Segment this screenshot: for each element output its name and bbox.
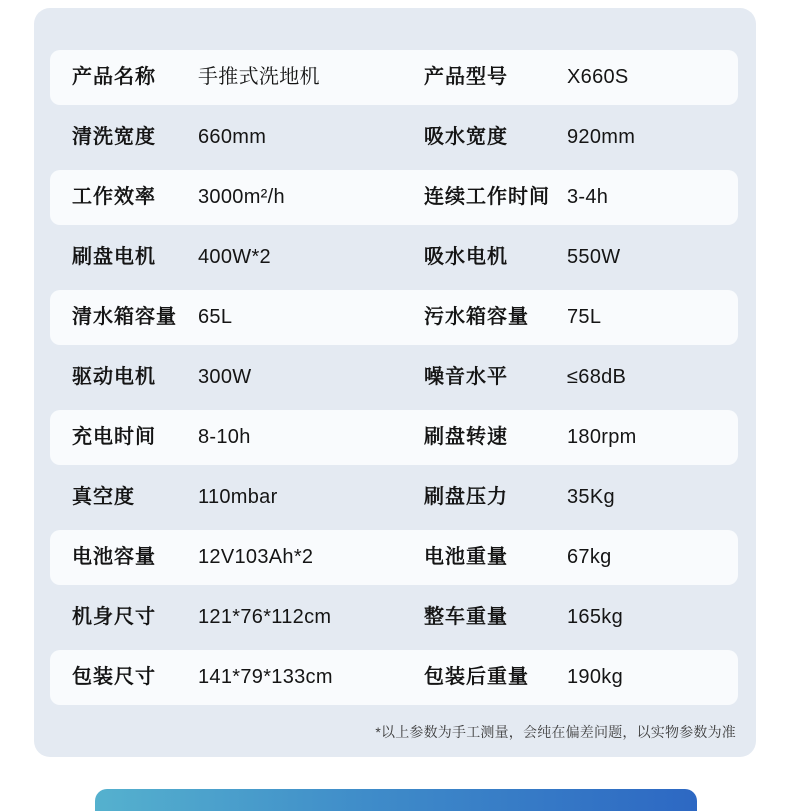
spec-value: 165kg xyxy=(567,606,623,628)
spec-label: 清水箱容量 xyxy=(72,306,177,328)
spec-value: 190kg xyxy=(567,666,623,688)
spec-value: 3000m²/h xyxy=(198,186,285,208)
spec-value: 65L xyxy=(198,306,233,328)
spec-row xyxy=(50,530,738,585)
spec-row xyxy=(50,470,738,525)
spec-label: 充电时间 xyxy=(72,426,156,448)
spec-row xyxy=(50,410,738,465)
spec-value: 75L xyxy=(567,306,602,328)
spec-label: 驱动电机 xyxy=(72,366,156,388)
spec-label: 污水箱容量 xyxy=(424,306,529,328)
spec-value: 400W*2 xyxy=(198,246,271,268)
spec-label: 电池容量 xyxy=(72,546,156,568)
spec-row xyxy=(50,650,738,705)
spec-label: 工作效率 xyxy=(72,186,156,208)
spec-label: 真空度 xyxy=(72,486,135,508)
spec-value: X660S xyxy=(567,66,629,88)
spec-value: 手推式洗地机 xyxy=(198,66,320,88)
spec-label: 产品名称 xyxy=(72,66,156,88)
spec-value: 920mm xyxy=(567,126,636,148)
spec-label: 机身尺寸 xyxy=(72,606,156,628)
spec-row xyxy=(50,170,738,225)
section-divider-bar xyxy=(95,789,697,811)
spec-value: 110mbar xyxy=(198,486,278,508)
spec-value: ≤68dB xyxy=(567,366,627,388)
spec-value: 12V103Ah*2 xyxy=(198,546,314,568)
spec-row xyxy=(50,230,738,285)
spec-label: 包装后重量 xyxy=(424,666,529,688)
spec-label: 清洗宽度 xyxy=(72,126,156,148)
spec-row xyxy=(50,50,738,105)
spec-value: 300W xyxy=(198,366,252,388)
spec-label: 刷盘压力 xyxy=(424,486,508,508)
spec-label: 刷盘电机 xyxy=(72,246,156,268)
spec-label: 产品型号 xyxy=(424,66,508,88)
spec-label: 吸水电机 xyxy=(424,246,508,268)
spec-value: 180rpm xyxy=(567,426,637,448)
spec-label: 吸水宽度 xyxy=(424,126,508,148)
spec-row xyxy=(50,590,738,645)
spec-label: 整车重量 xyxy=(424,606,508,628)
spec-value: 660mm xyxy=(198,126,267,148)
spec-card xyxy=(34,8,756,757)
spec-row xyxy=(50,110,738,165)
spec-label: 刷盘转速 xyxy=(424,426,508,448)
spec-label: 连续工作时间 xyxy=(424,186,550,208)
spec-table xyxy=(50,50,738,710)
spec-row xyxy=(50,350,738,405)
spec-label: 包装尺寸 xyxy=(72,666,156,688)
measurement-disclaimer: *以上参数为手工测量，会纯在偏差问题，以实物参数为准 xyxy=(375,724,736,740)
spec-row xyxy=(50,290,738,345)
spec-value: 550W xyxy=(567,246,621,268)
spec-value: 35Kg xyxy=(567,486,615,508)
spec-value: 67kg xyxy=(567,546,612,568)
spec-value: 3-4h xyxy=(567,186,609,208)
spec-label: 电池重量 xyxy=(424,546,508,568)
spec-value: 8-10h xyxy=(198,426,251,448)
spec-label: 噪音水平 xyxy=(424,366,508,388)
spec-value: 121*76*112cm xyxy=(198,606,332,628)
spec-value: 141*79*133cm xyxy=(198,666,333,688)
